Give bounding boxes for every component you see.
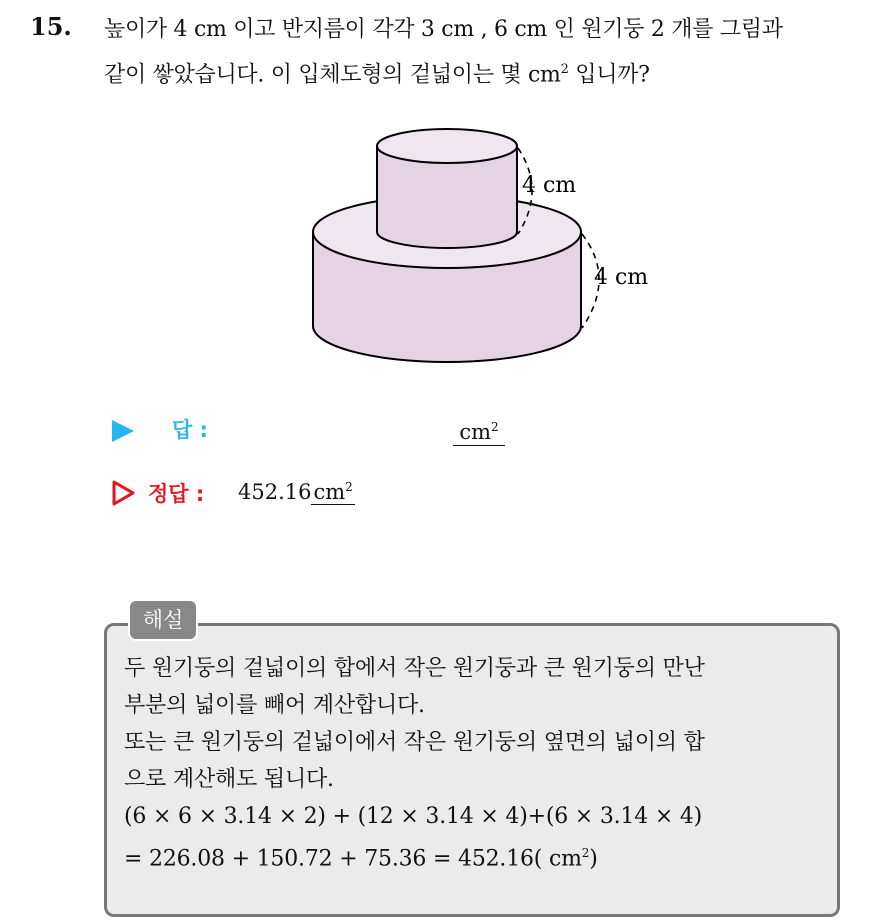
top-cylinder-top [377, 129, 517, 163]
outline-triangle-icon [112, 480, 136, 506]
explanation-line-1: 두 원기둥의 겉넓이의 합에서 작은 원기둥과 큰 원기둥의 만난 [124, 656, 705, 681]
top-height-label: 4 cm [522, 173, 577, 198]
explanation-formula-2: = 226.08 + 150.72 + 75.36 = 452.16( $cm^2$) [124, 846, 598, 872]
answer-blank[interactable]: $cm^2$ [453, 414, 505, 446]
play-triangle-icon [112, 420, 134, 442]
bottom-height-label: 4 cm [594, 265, 649, 290]
explanation-text [124, 650, 834, 877]
explanation-formula-1: (6 × 6 × 3.14 × 2) + (12 × 3.14 × 4)+(6 × 3.14 × 4) [124, 804, 703, 829]
stacked-cylinders-figure [300, 110, 670, 380]
explanation-line-2: 부분의 넓이를 빼어 계산합니다. [124, 693, 425, 718]
explanation-line-4: 으로 계산해도 됩니다. [124, 767, 334, 792]
correct-answer-unit: $cm^2$ [313, 480, 353, 504]
explanation-tag: 해설 [128, 599, 198, 641]
explanation-line-3: 또는 큰 원기둥의 겉넓이에서 작은 원기둥의 옆면의 넓이의 합 [124, 730, 705, 755]
question-line-1: 높이가 4 cm 이고 반지름이 각각 3 cm , 6 cm 인 원기둥 2 개를 그림과 [104, 17, 783, 42]
question-text [104, 10, 874, 95]
correct-answer-label: 정답 : [148, 482, 205, 506]
question-number: 15. [30, 12, 72, 41]
question-line-2: 같이 쌓았습니다. 이 입체도형의 겉넓이는 몇 $cm^2$ 입니까? [104, 62, 650, 88]
answer-label: 답 : [172, 418, 208, 442]
correct-answer-value: $452.16cm^2$ [238, 480, 353, 504]
